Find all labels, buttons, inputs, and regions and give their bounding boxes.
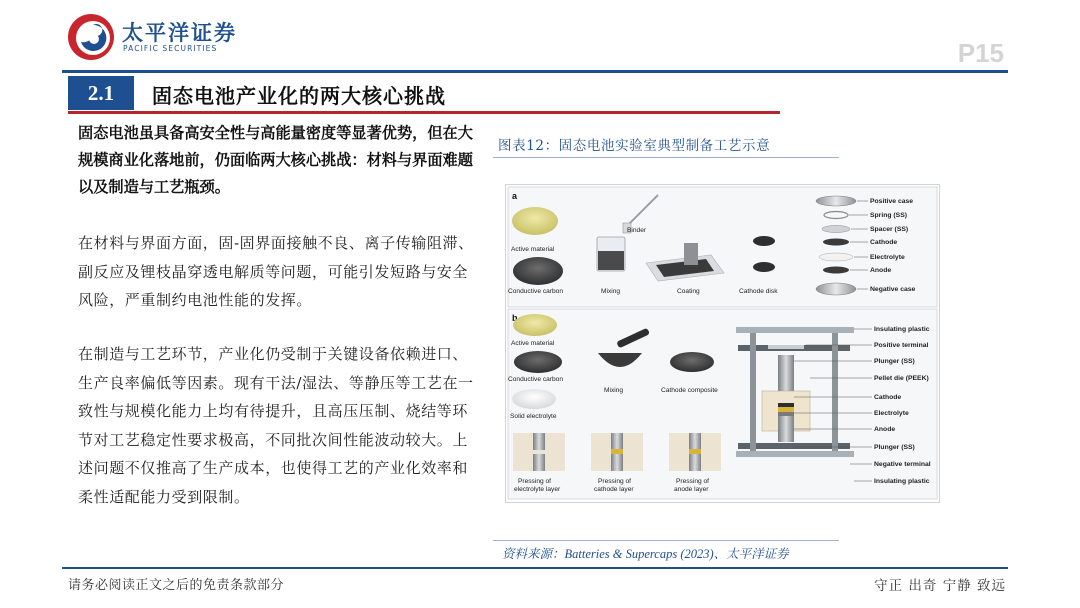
press-pellet-die: Pellet die (PEEK): [874, 375, 929, 382]
stack-positive-case: Positive case: [870, 198, 914, 205]
stack-anode: Anode: [870, 267, 892, 274]
panel-b-mixing: Mixing: [604, 387, 624, 394]
panel-b-label: b: [512, 313, 518, 323]
page-number: P15: [957, 38, 1004, 68]
cathode-disk-icon: [753, 236, 775, 246]
panel-b-cathode-composite: Cathode composite: [661, 387, 718, 394]
lead-paragraph: 固态电池虽具备高安全性与高能量密度等显著优势，但在大规模商业化落地前，仍面临两大核心挑战：材料与界面难题以及制造与工艺瓶颈。: [78, 124, 473, 196]
process-diagram: [506, 185, 939, 502]
panel-b-solid-electrolyte: Solid electrolyte: [510, 413, 557, 420]
pressing-anode-label-1: Pressing of: [676, 478, 709, 485]
footer-disclaimer: 请务必阅读正文之后的免责条款部分: [68, 578, 285, 593]
figure-caption: 图表12：固态电池实验室典型制备工艺示意: [498, 138, 771, 154]
stack-electrolyte: Electrolyte: [870, 254, 905, 261]
panel-a-active-material: Active material: [511, 246, 555, 253]
press-plunger-top: Plunger (SS): [874, 358, 915, 365]
panel-a-cathode-disk: Cathode disk: [739, 288, 778, 295]
pressing-cathode-image: [591, 433, 643, 471]
stack-cathode: Cathode: [870, 239, 898, 246]
pressing-cathode-label-1: Pressing of: [598, 478, 631, 485]
active-material-powder-icon: [512, 207, 558, 235]
cathode-composite-icon: [670, 352, 714, 372]
press-insulating-plastic-bottom: Insulating plastic: [874, 478, 930, 485]
conductive-carbon-powder-icon: [514, 351, 562, 373]
pressing-cathode-label-2: cathode layer: [594, 486, 634, 493]
footer-motto: 守正 出奇 宁静 致远: [874, 578, 1006, 594]
panel-a-mixing: Mixing: [601, 288, 621, 295]
figure-source: 资料来源：Batteries & Supercaps (2023)、太平洋证券: [502, 547, 789, 561]
pressing-electrolyte-image: [513, 433, 565, 471]
panel-a-coating: Coating: [677, 288, 700, 295]
pressing-anode-label-2: anode layer: [674, 486, 709, 493]
panel-b-conductive-carbon: Conductive carbon: [508, 376, 563, 383]
press-cathode: Cathode: [874, 394, 902, 401]
figure-caption-divider: [493, 157, 839, 158]
press-insulating-plastic-top: Insulating plastic: [874, 326, 930, 333]
paragraph-materials: 在材料与界面方面，固-固界面接触不良、离子传输阻滞、副反应及锂枝晶穿透电解质等问题，可能引发短路与安全风险，严重制约电池性能的发挥。: [78, 234, 474, 309]
section-number: 2.1: [68, 76, 134, 110]
source-divider: [493, 540, 839, 541]
stack-negative-case: Negative case: [870, 286, 916, 293]
solid-electrolyte-powder-icon: [512, 389, 556, 409]
company-logo-icon: [66, 12, 116, 62]
stack-spacer: Spacer (SS): [870, 226, 909, 233]
conductive-carbon-powder-icon: [513, 257, 563, 285]
pressing-electrolyte-label-2: electrolyte layer: [514, 486, 561, 493]
press-negative-terminal: Negative terminal: [874, 461, 931, 468]
company-name-en: PACIFIC SECURITIES: [123, 44, 218, 53]
paragraph-manufacturing: 在制造与工艺环节，产业化仍受制于关键设备依赖进口、生产良率偏低等因素。现有干法/湿法、等静压等工艺在一致性与规模化能力上均有待提升，且高压压制、烧结等环节对工艺稳定性要求极高，不同批次间性能波动较大。上述问题不仅推高了生产成本，也使得工艺的产业化效率和柔性适配能力受到限制。: [78, 345, 474, 506]
press-positive-terminal: Positive terminal: [874, 342, 929, 349]
section-title: 固态电池产业化的两大核心挑战: [152, 84, 446, 108]
figure-image: [505, 184, 940, 503]
section-divider: [68, 111, 780, 114]
panel-a-conductive-carbon: Conductive carbon: [508, 288, 563, 295]
press-anode: Anode: [874, 426, 896, 433]
footer-divider: [62, 567, 1008, 569]
press-plunger-bottom: Plunger (SS): [874, 444, 915, 451]
active-material-powder-icon: [513, 314, 557, 336]
panel-a-label: a: [512, 191, 518, 201]
header-divider: [62, 70, 1008, 73]
stack-spring: Spring (SS): [870, 212, 908, 219]
pressing-anode-image: [669, 433, 721, 471]
panel-b-active-material: Active material: [511, 340, 555, 347]
company-name-cn: 太平洋证券: [122, 21, 237, 45]
panel-b-box: [508, 309, 937, 499]
pressing-electrolyte-label-1: Pressing of: [518, 478, 551, 485]
press-electrolyte: Electrolyte: [874, 410, 909, 417]
panel-a-binder: Binder: [627, 227, 647, 234]
